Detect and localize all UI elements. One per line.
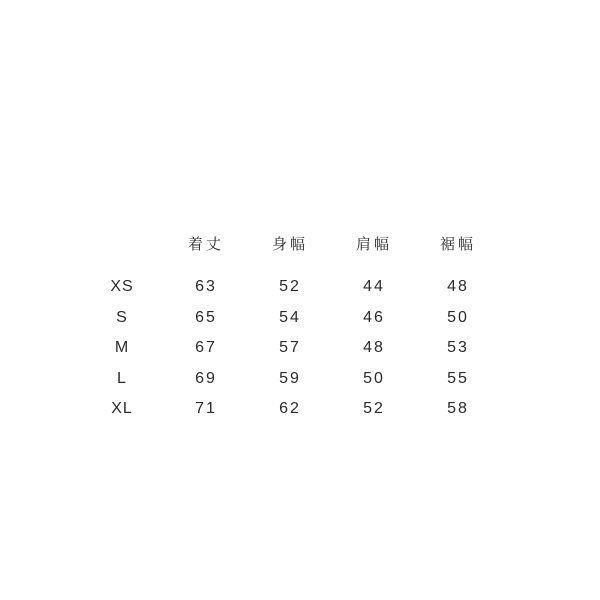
table-body: [80, 272, 500, 425]
size-label: XS: [110, 278, 134, 296]
value-cell: 63: [195, 278, 217, 296]
value-cell: 54: [279, 308, 301, 326]
value-cell: 58: [447, 400, 469, 418]
value-cell: 50: [363, 369, 385, 387]
value-cell: 52: [279, 278, 301, 296]
size-label: L: [117, 369, 127, 387]
size-label: S: [116, 308, 128, 326]
value-cell: 46: [363, 308, 385, 326]
table-row-xs: [80, 272, 500, 303]
value-cell: 50: [447, 308, 469, 326]
value-cell: 44: [363, 278, 385, 296]
value-cell: 71: [195, 400, 217, 418]
value-cell: 62: [279, 400, 301, 418]
table-header-row: [80, 230, 500, 256]
header-cell-hem-width: 裾幅: [439, 235, 476, 253]
table-row-l: [80, 364, 500, 395]
header-cell-body-width: 身幅: [271, 235, 308, 253]
value-cell: 65: [195, 308, 217, 326]
value-cell: 57: [279, 339, 301, 357]
value-cell: 55: [447, 369, 469, 387]
value-cell: 69: [195, 369, 217, 387]
header-cell-body-length: 着丈: [187, 235, 224, 253]
value-cell: 52: [363, 400, 385, 418]
value-cell: 59: [279, 369, 301, 387]
table-row-xl: [80, 394, 500, 425]
size-label: XL: [111, 400, 133, 418]
value-cell: 67: [195, 339, 217, 357]
value-cell: 48: [363, 339, 385, 357]
header-cell-shoulder-width: 肩幅: [355, 235, 392, 253]
size-label: M: [114, 339, 130, 357]
table-row-m: [80, 333, 500, 364]
value-cell: 53: [447, 339, 469, 357]
size-chart-table: [80, 230, 500, 425]
value-cell: 48: [447, 278, 469, 296]
table-row-s: [80, 303, 500, 334]
